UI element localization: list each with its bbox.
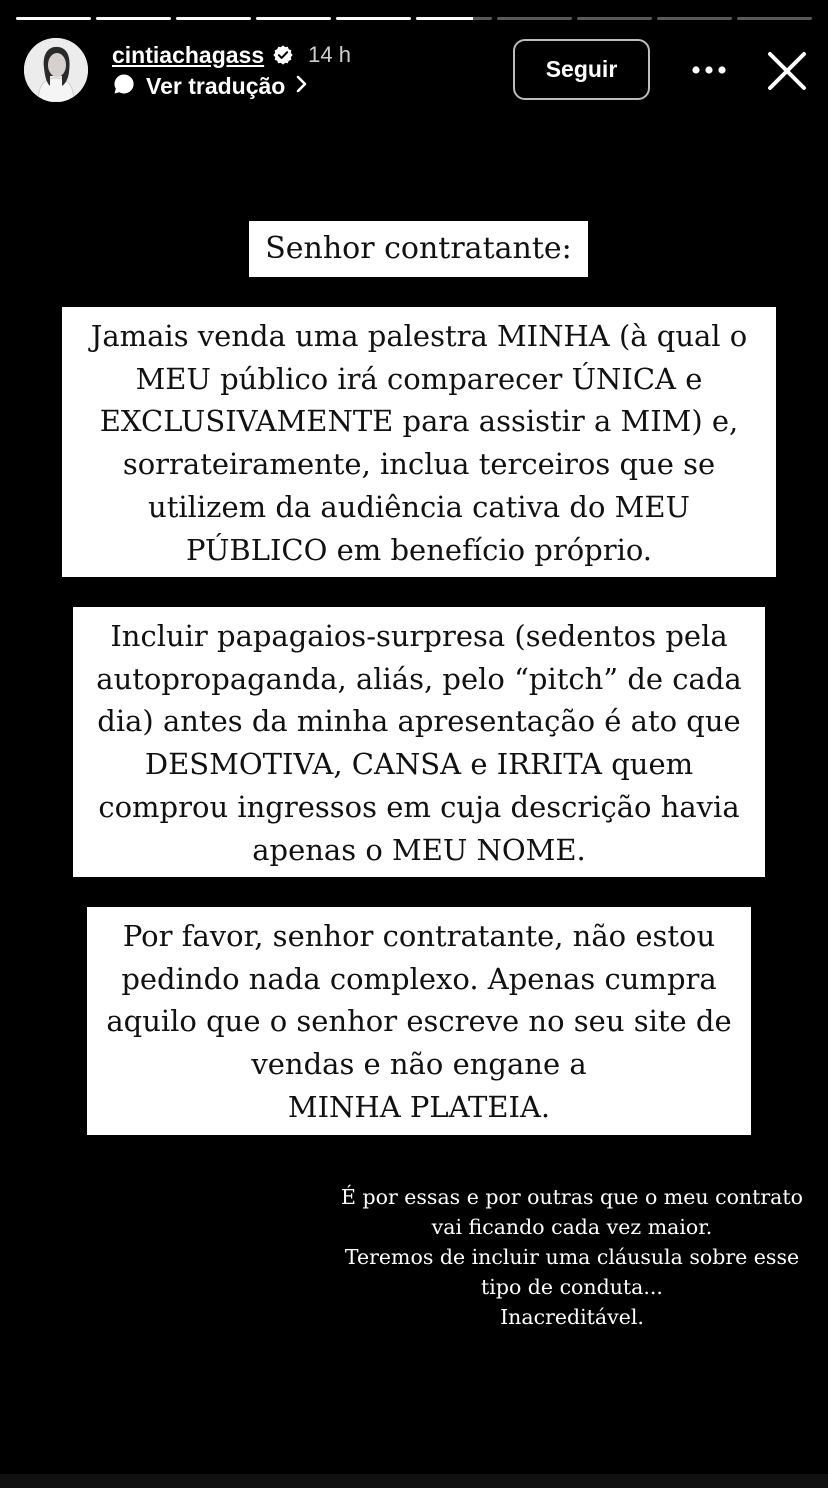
story-paragraph-1: Jamais venda uma palestra MINHA (à qual o MEU público irá comparecer ÚNICA e EXCLUSIVAMENTE para assistir a MIM) e, sorrateiramente, inclua terceiros que se utilizem da audiência cativa do MEU PÚBLICO em benefício próprio. xyxy=(90,319,748,567)
story-title-card xyxy=(249,221,588,277)
story-paragraph-3: Por favor, senhor contratante, não estou pedindo nada complexo. Apenas cumpra aquilo que o senhor escreve no seu site de vendas e não engane a MINHA PLATEIA. xyxy=(106,919,732,1124)
more-horizontal-icon xyxy=(691,65,727,75)
story-caption: É por essas e por outras que o meu contrato vai ficando cada vez maior. Teremos de incluir uma cláusula sobre esse tipo de conduta... Inacreditável. xyxy=(341,1185,803,1329)
close-icon xyxy=(762,46,812,96)
progress-segment xyxy=(497,17,572,20)
chevron-right-icon xyxy=(295,73,309,99)
story-progress-bar xyxy=(16,17,812,21)
username-row xyxy=(112,38,351,72)
progress-segment xyxy=(256,17,331,20)
avatar[interactable] xyxy=(24,38,88,102)
speech-bubble-icon xyxy=(112,72,136,100)
see-translation-label: Ver tradução xyxy=(146,72,286,99)
story-text-card-3 xyxy=(87,907,751,1135)
progress-segment-fill xyxy=(256,17,331,20)
see-translation-button[interactable] xyxy=(112,70,309,102)
follow-button[interactable]: Seguir xyxy=(513,39,650,100)
progress-segment xyxy=(737,17,812,20)
progress-segment xyxy=(176,17,251,20)
progress-segment-fill xyxy=(16,17,91,20)
story-text-card-1 xyxy=(62,307,776,577)
story-paragraph-2: Incluir papagaios-surpresa (sedentos pela autopropaganda, aliás, pelo “pitch” de cada dia) antes da minha apresentação é ato que DESMOTIVA, CANSA e IRRITA quem comprou ingressos em cuja descrição havia apenas o MEU NOME. xyxy=(96,619,742,867)
close-button[interactable] xyxy=(762,46,812,96)
more-options-button[interactable] xyxy=(684,52,734,88)
progress-segment-fill xyxy=(96,17,171,20)
progress-segment-fill xyxy=(336,17,411,20)
story-text-card-2 xyxy=(73,607,765,877)
avatar-image xyxy=(24,38,88,102)
progress-segment xyxy=(96,17,171,20)
post-time: 14 h xyxy=(308,42,351,67)
username-link[interactable]: cintiachagass xyxy=(112,41,265,68)
progress-segment xyxy=(336,17,411,20)
progress-segment-fill xyxy=(176,17,251,20)
verified-badge-icon xyxy=(272,44,294,66)
story-title: Senhor contratante: xyxy=(265,231,572,266)
progress-segment xyxy=(657,17,732,20)
progress-segment xyxy=(16,17,91,20)
progress-segment xyxy=(416,17,491,20)
bottom-bar xyxy=(0,1474,828,1488)
progress-segment xyxy=(577,17,652,20)
progress-segment-fill xyxy=(416,17,472,20)
